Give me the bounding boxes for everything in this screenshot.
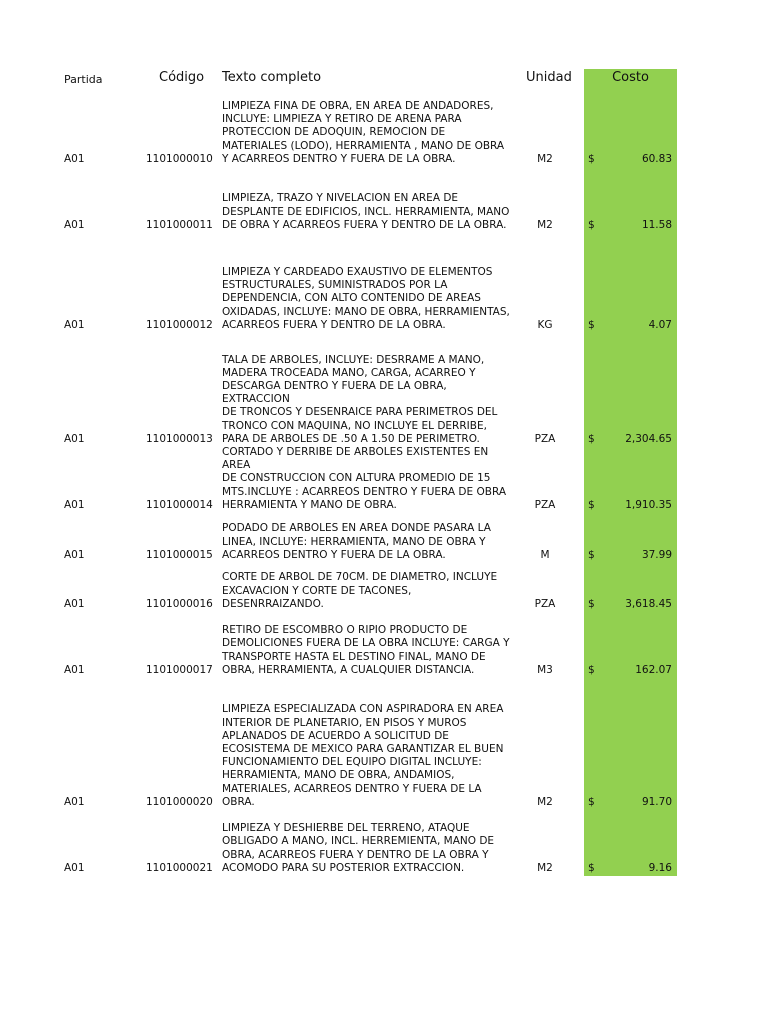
header-unidad: Unidad <box>526 70 572 85</box>
cell-costo: 11.58 <box>641 218 672 231</box>
cell-codigo: 1101000021 <box>146 861 213 874</box>
cell-unidad: PZA <box>534 498 556 511</box>
cell-partida: A01 <box>64 152 85 165</box>
cell-texto-completo: LIMPIEZA ESPECIALIZADA CON ASPIRADORA EN AREA INTERIOR DE PLANETARIO, EN PISOS Y MUROS APLANADOS DE ACUERDO A SOLICITUD DE ECOSISTEMA DE MEXICO PARA GARANTIZAR EL BUEN FUNCIONAMIENTO DEL EQUIPO DIGITAL INCLUYE: HERRAMIENTA, MANO DE OBRA, ANDAMIOS, MATERIALES, ACARREOS DENTRO Y FUERA DE LA OBRA. <box>222 703 504 808</box>
cell-partida: A01 <box>64 548 85 561</box>
cell-currency-symbol: $ <box>588 861 595 874</box>
cell-unidad: PZA <box>534 597 556 610</box>
cell-unidad: M2 <box>537 152 553 165</box>
cell-codigo: 1101000017 <box>146 663 213 676</box>
cell-codigo: 1101000020 <box>146 795 213 808</box>
cell-codigo: 1101000012 <box>146 318 213 331</box>
cell-costo: 2,304.65 <box>625 432 672 445</box>
cell-unidad: M2 <box>537 861 553 874</box>
cell-texto-completo: LIMPIEZA FINA DE OBRA, EN AREA DE ANDADORES, INCLUYE: LIMPIEZA Y RETIRO DE ARENA PARA PROTECCION DE ADOQUIN, REMOCION DE MATERIALES (LODO), HERRAMIENTA , MANO DE OBRA Y ACARREOS DENTRO Y FUERA DE LA OBRA. <box>222 99 505 165</box>
cell-codigo: 1101000011 <box>146 218 213 231</box>
cell-codigo: 1101000010 <box>146 152 213 165</box>
cell-partida: A01 <box>64 218 85 231</box>
cell-unidad: PZA <box>534 432 556 445</box>
header-codigo: Código <box>159 70 205 85</box>
cell-codigo: 1101000016 <box>146 597 213 610</box>
cell-unidad: M3 <box>537 663 553 676</box>
cell-currency-symbol: $ <box>588 152 595 165</box>
cell-texto-completo: CORTE DE ARBOL DE 70CM. DE DIAMETRO, INCLUYE EXCAVACION Y CORTE DE TACONES, DESENRRAIZANDO. <box>222 571 498 610</box>
cell-currency-symbol: $ <box>588 218 595 231</box>
cell-codigo: 1101000014 <box>146 498 213 511</box>
cell-costo: 9.16 <box>648 861 672 874</box>
cell-codigo: 1101000013 <box>146 432 213 445</box>
cell-costo: 91.70 <box>641 795 672 808</box>
cell-partida: A01 <box>64 318 85 331</box>
cell-partida: A01 <box>64 432 85 445</box>
header-costo: Costo <box>612 70 649 85</box>
header-texto-completo: Texto completo <box>222 70 322 85</box>
cell-currency-symbol: $ <box>588 663 595 676</box>
cell-currency-symbol: $ <box>588 548 595 561</box>
cell-codigo: 1101000015 <box>146 548 213 561</box>
cell-costo: 3,618.45 <box>625 597 672 610</box>
cell-texto-completo: CORTADO Y DERRIBE DE ARBOLES EXISTENTES EN AREA DE CONSTRUCCION CON ALTURA PROMEDIO DE 15 MTS.INCLUYE : ACARREOS DENTRO Y FUERA DE OBRA HERRAMIENTA Y MANO DE OBRA. <box>222 445 507 511</box>
cell-currency-symbol: $ <box>588 498 595 511</box>
cell-costo: 162.07 <box>635 663 672 676</box>
cell-partida: A01 <box>64 795 85 808</box>
cell-unidad: M2 <box>537 218 553 231</box>
cell-currency-symbol: $ <box>588 795 595 808</box>
cell-texto-completo: LIMPIEZA, TRAZO Y NIVELACION EN AREA DE DESPLANTE DE EDIFICIOS, INCL. HERRAMIENTA, MANO DE OBRA Y ACARREOS FUERA Y DENTRO DE LA OBRA. <box>222 192 510 231</box>
cell-texto-completo: LIMPIEZA Y DESHIERBE DEL TERRENO, ATAQUE OBLIGADO A MANO, INCL. HERREMIENTA, MANO DE OBRA, ACARREOS FUERA Y DENTRO DE LA OBRA Y ACOMODO PARA SU POSTERIOR EXTRACCION. <box>222 822 495 874</box>
cell-texto-completo: LIMPIEZA Y CARDEADO EXAUSTIVO DE ELEMENTOS ESTRUCTURALES, SUMINISTRADOS POR LA DEPENDENCIA, CON ALTO CONTENIDO DE AREAS OXIDADAS, INCLUYE: MANO DE OBRA, HERRAMIENTAS, ACARREOS FUERA Y DENTRO DE LA OBRA. <box>222 265 510 331</box>
cell-costo: 60.83 <box>641 152 672 165</box>
cell-partida: A01 <box>64 597 85 610</box>
cell-currency-symbol: $ <box>588 432 595 445</box>
cell-currency-symbol: $ <box>588 597 595 610</box>
cell-costo: 1,910.35 <box>625 498 672 511</box>
cell-costo: 37.99 <box>641 548 672 561</box>
cell-unidad: M2 <box>537 795 553 808</box>
cell-unidad: M <box>540 548 550 561</box>
cell-currency-symbol: $ <box>588 318 595 331</box>
cell-unidad: KG <box>537 318 553 331</box>
cell-partida: A01 <box>64 861 85 874</box>
cell-costo: 4.07 <box>648 318 672 331</box>
header-partida: Partida <box>64 73 103 86</box>
cell-texto-completo: TALA DE ARBOLES, INCLUYE: DESRRAME A MANO, MADERA TROCEADA MANO, CARGA, ACARREO Y DESCARGA DENTRO Y FUERA DE LA OBRA, EXTRACCION DE TRONCOS Y DESENRAICE PARA PERIMETROS DEL TRONCO CON MAQUINA, NO INCLUYE EL DERRIBE, PARA DE ARBOLES DE .50 A 1.50 DE PERIMETRO. <box>222 353 498 445</box>
cell-partida: A01 <box>64 663 85 676</box>
cell-texto-completo: RETIRO DE ESCOMBRO O RIPIO PRODUCTO DE DEMOLICIONES FUERA DE LA OBRA INCLUYE: CARGA Y TRANSPORTE HASTA EL DESTINO FINAL, MANO DE OBRA, HERRAMIENTA, A CUALQUIER DISTANCIA. <box>222 624 510 676</box>
cell-partida: A01 <box>64 498 85 511</box>
cell-texto-completo: PODADO DE ARBOLES EN AREA DONDE PASARA LA LINEA, INCLUYE: HERRAMIENTA, MANO DE OBRA Y ACARREOS DENTRO Y FUERA DE LA OBRA. <box>222 522 491 561</box>
